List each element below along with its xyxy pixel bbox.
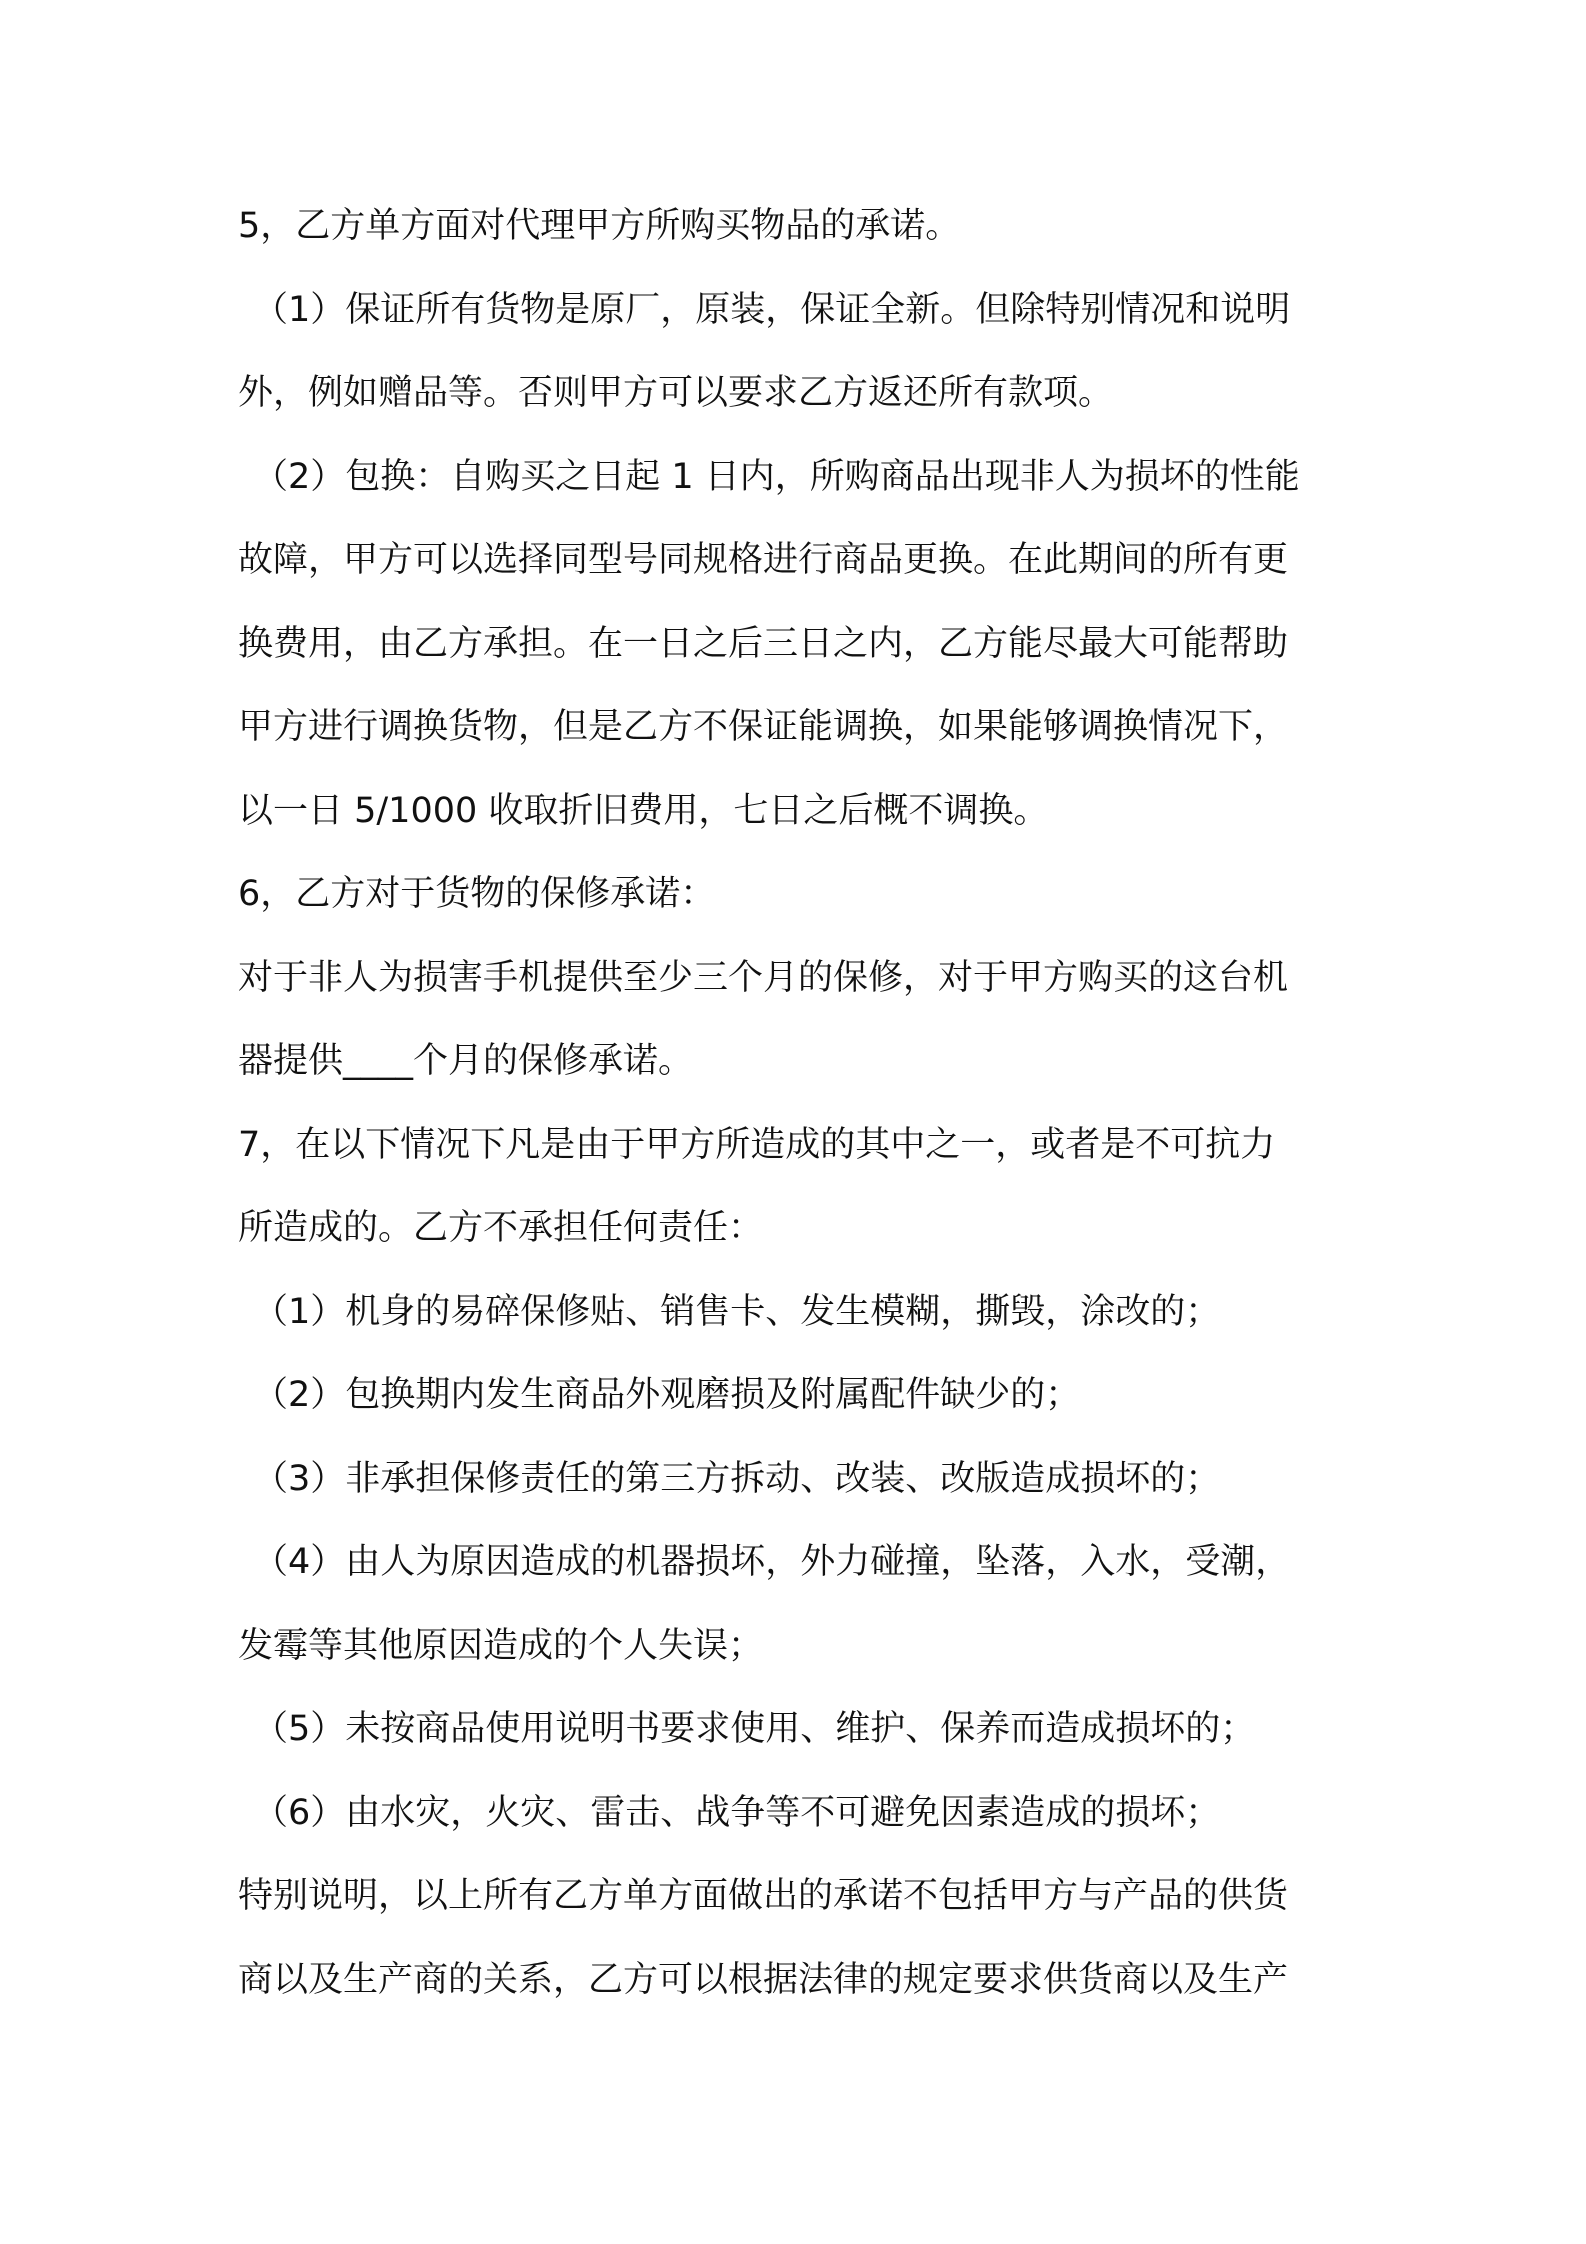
clause-5-1-line-1: （1）保证所有货物是原厂，原装，保证全新。但除特别情况和说明 <box>253 289 1291 330</box>
clause-7-1: （1）机身的易碎保修贴、销售卡、发生模糊，撕毁，涂改的； <box>253 1291 1221 1332</box>
section-5-heading: 5，乙方单方面对代理甲方所购买物品的承诺。 <box>238 206 961 246</box>
clause-5-1-line-2: 外，例如赠品等。否则甲方可以要求乙方返还所有款项。 <box>238 373 1114 413</box>
document-body <box>238 196 1368 2033</box>
clause-7-5: （5）未按商品使用说明书要求使用、维护、保养而造成损坏的； <box>253 1709 1256 1749</box>
clause-5-2-line-5: 以一日 5/1000 收取折旧费用，七日之后概不调换。 <box>238 790 1049 831</box>
section-6-line-2: 器提供____个月的保修承诺。 <box>238 1041 694 1081</box>
section-7-heading-line-2: 所造成的。乙方不承担任何责任： <box>238 1208 764 1248</box>
clause-7-6: （6）由水灾，火灾、雷击、战争等不可避免因素造成的损坏； <box>253 1792 1221 1833</box>
section-7-heading-line-1: 7，在以下情况下凡是由于甲方所造成的其中之一，或者是不可抗力 <box>238 1124 1276 1165</box>
section-6-line-1: 对于非人为损害手机提供至少三个月的保修，对于甲方购买的这台机 <box>238 957 1289 998</box>
special-note-line-2: 商以及生产商的关系，乙方可以根据法律的规定要求供货商以及生产 <box>238 1959 1289 2000</box>
clause-5-2-line-3: 换费用，由乙方承担。在一日之后三日之内，乙方能尽最大可能帮助 <box>238 623 1289 664</box>
clause-7-3: （3）非承担保修责任的第三方拆动、改装、改版造成损坏的； <box>253 1458 1221 1499</box>
clause-5-2-line-1: （2）包换：自购买之日起 1 日内，所购商品出现非人为损坏的性能 <box>253 456 1300 497</box>
clause-5-2-line-4: 甲方进行调换货物，但是乙方不保证能调换，如果能够调换情况下， <box>238 707 1289 747</box>
clause-7-2: （2）包换期内发生商品外观磨损及附属配件缺少的； <box>253 1375 1081 1415</box>
clause-7-4-line-1: （4）由人为原因造成的机器损坏，外力碰撞，坠落，入水，受潮， <box>253 1542 1291 1582</box>
special-note-line-1: 特别说明，以上所有乙方单方面做出的承诺不包括甲方与产品的供货 <box>238 1876 1289 1916</box>
clause-7-4-line-2: 发霉等其他原因造成的个人失误； <box>238 1625 764 1666</box>
clause-5-2-line-2: 故障，甲方可以选择同型号同规格进行商品更换。在此期间的所有更 <box>238 540 1289 580</box>
section-6-heading: 6，乙方对于货物的保修承诺： <box>238 874 716 914</box>
